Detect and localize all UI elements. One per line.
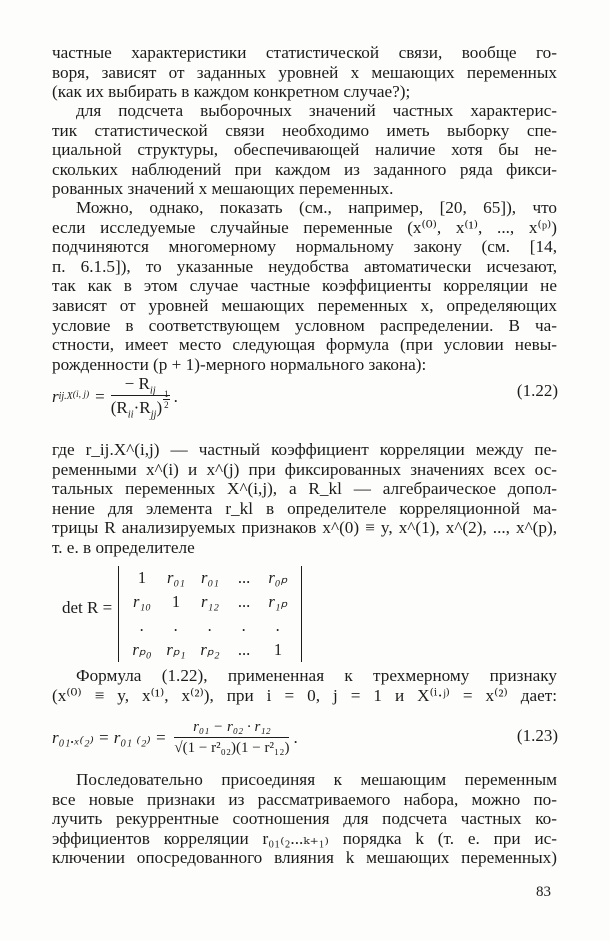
p4-line-4: нение для элемента r_kl в определителе корреляционной ма- (52, 498, 557, 518)
det-cell: ... (237, 640, 251, 659)
paragraph-5 (52, 666, 557, 705)
eq122-den-sub2: jj (150, 409, 157, 421)
eq122-numerator (111, 374, 170, 396)
det-cell: . (207, 616, 213, 635)
eq122-den-close: ) (156, 398, 163, 418)
equation-1-23 (52, 715, 298, 761)
det-cell: r₀₁ (201, 568, 219, 587)
p6-line-3: лучить рекуррентные соотношения для подсчета частных ко- (52, 809, 557, 829)
p4-line-5: трицы R анализируемых признаков x^(0) ≡ y, x^(1), x^(2), ..., x^(p), (52, 518, 557, 538)
det-row-1 (125, 566, 295, 590)
det-cell: r₁₀ (133, 592, 151, 611)
eq122-exponent (163, 389, 170, 410)
p4-line-6: т. е. в определителе (52, 537, 195, 557)
det-cell: . (241, 616, 247, 635)
eq122-numerator-sub: ij (149, 385, 156, 397)
p6-line-5: ключении опосредованного влияния k мешающих переменных) (52, 848, 557, 868)
paragraph-4 (52, 440, 557, 558)
p1-line-1: частные характеристики статистической связи, вообще го- (52, 43, 557, 62)
p3-line-2: если исследуемые случайные переменные (x⁽⁰⁾, x⁽¹⁾, ..., x⁽ᵖ⁾) (52, 217, 557, 237)
eq123-denominator: √(1 − r²₀₂)(1 − r²₁₂) (174, 740, 290, 756)
paragraph-6 (52, 770, 557, 868)
det-row-4 (125, 638, 295, 662)
p3-line-8: стности, имеет место следующая формула (при условии невы- (52, 335, 557, 355)
det-cell: . (139, 616, 145, 635)
det-cell: r₀₁ (167, 568, 185, 587)
p4-line-3: тальных переменных X^(i,j), а R_kl — алгебраическое допол- (52, 479, 557, 499)
det-cell: 1 (137, 568, 147, 587)
equation-number-1-22: (1.22) (516, 381, 558, 400)
eq122-equals: = (95, 387, 105, 406)
p6-line-2: все новые признаки из рассматриваемого набора, можно по- (52, 789, 557, 809)
p3-line-9: рожденности (p + 1)-мерного нормального закона): (52, 354, 427, 374)
p2-line-1: для подсчета выборочных значений частных характерис- (76, 101, 557, 120)
p3-line-5: так как в этом случае частные коэффициенты корреляции не (52, 276, 557, 296)
eq123-lhs: r₀₁.ₓ₍₂₎ = r₀₁ ₍₂₎ = (52, 728, 167, 747)
determinant-matrix (118, 566, 302, 662)
det-cell: rₚ₂ (200, 640, 220, 659)
p4-line-1: где r_ij.X^(i,j) — частный коэффициент корреляции между пе- (52, 440, 557, 459)
page-number: 83 (536, 884, 551, 900)
paragraph-1 (52, 43, 557, 102)
p3-line-6: зависят от уровней мешающих переменных x, определяющих (52, 295, 557, 315)
det-cell: 1 (171, 592, 181, 611)
eq122-den-sub1: ii (127, 409, 134, 421)
p1-line-2: воря, зависят от заданных уровней x мешающих переменных (52, 62, 557, 82)
equation-1-22: r ij.X $^{(i, j)}$ = − $R_{ij}$ $(R_{ii}\cdot R_{jj})$ $\frac{1}{2}$ . (52, 374, 178, 421)
eq122-lhs: r (52, 387, 59, 406)
det-cell: r₀ₚ (268, 568, 288, 587)
p5-line-2: (x⁽⁰⁾ ≡ y, x⁽¹⁾, x⁽²⁾), при i = 0, j = 1 и X⁽ⁱ·ʲ⁾ = x⁽²⁾ дает: (52, 685, 557, 705)
eq123-fraction (174, 719, 289, 757)
det-row-3 (125, 614, 295, 638)
eq123-numerator: r₀₁ − r₀₂ · r₁₂ (174, 719, 289, 738)
p2-line-5: рованных значений x мешающих переменных. (52, 179, 394, 199)
p3-line-1: Можно, однако, показать (см., например, [20, 65]), что (76, 198, 557, 217)
p3-line-7: условие в соответствующем условном распределении. В ча- (52, 315, 557, 335)
equation-number-1-23: (1.23) (516, 726, 558, 745)
paragraph-2 (52, 101, 557, 199)
eq122-den-dot: ·R (133, 398, 151, 418)
det-cell: rₚ₁ (166, 640, 186, 659)
p5-line-1: Формула (1.22), примененная к трехмерному признаку (76, 666, 557, 685)
p1-line-3: (как их выбирать в каждом конкретном случае?); (52, 82, 411, 102)
paragraph-3 (52, 198, 557, 374)
p2-line-4: скольких наблюдений при каждом из заданного ряда фикси- (52, 159, 557, 179)
det-cell: . (275, 616, 281, 635)
p4-line-2: ременными x^(i) и x^(j) при фиксированных значениях всех ос- (52, 459, 557, 479)
eq123-period: . (293, 728, 298, 747)
p6-line-4: эффициентов корреляции r₀₁₍₂...ₖ₊₁₎ порядка k (т. е. при ис- (52, 828, 557, 848)
p3-line-3: подчиняются многомерному нормальному закону (см. [14, (52, 237, 557, 257)
det-cell: r₁₂ (201, 592, 219, 611)
p2-line-2: тик статистической связи необходимо иметь выборку спе- (52, 120, 557, 140)
eq122-numerator-text: − R (124, 374, 150, 394)
det-row-2 (125, 590, 295, 614)
p2-line-3: циальной структуры, обеспечивающей наличие хотя бы не- (52, 140, 557, 160)
p3-line-4: п. 6.1.5]), то указанные неудобства автоматически исчезают, (52, 256, 557, 276)
eq122-exp-den: 2 (164, 399, 169, 410)
eq122-fraction (111, 374, 170, 420)
eq122-period: . (173, 387, 178, 406)
det-cell: ... (237, 592, 251, 611)
det-cell: ... (237, 568, 251, 587)
det-cell: . (173, 616, 179, 635)
p6-line-1: Последовательно присоединяя к мешающим переменным (76, 770, 557, 789)
eq122-den-open: (R (110, 398, 128, 418)
det-label: det R = (62, 598, 113, 617)
det-cell: r₁ₚ (268, 592, 288, 611)
det-cell: rₚ₀ (132, 640, 152, 659)
eq122-exp-num: 1 (164, 388, 169, 399)
det-cell: 1 (273, 640, 283, 659)
